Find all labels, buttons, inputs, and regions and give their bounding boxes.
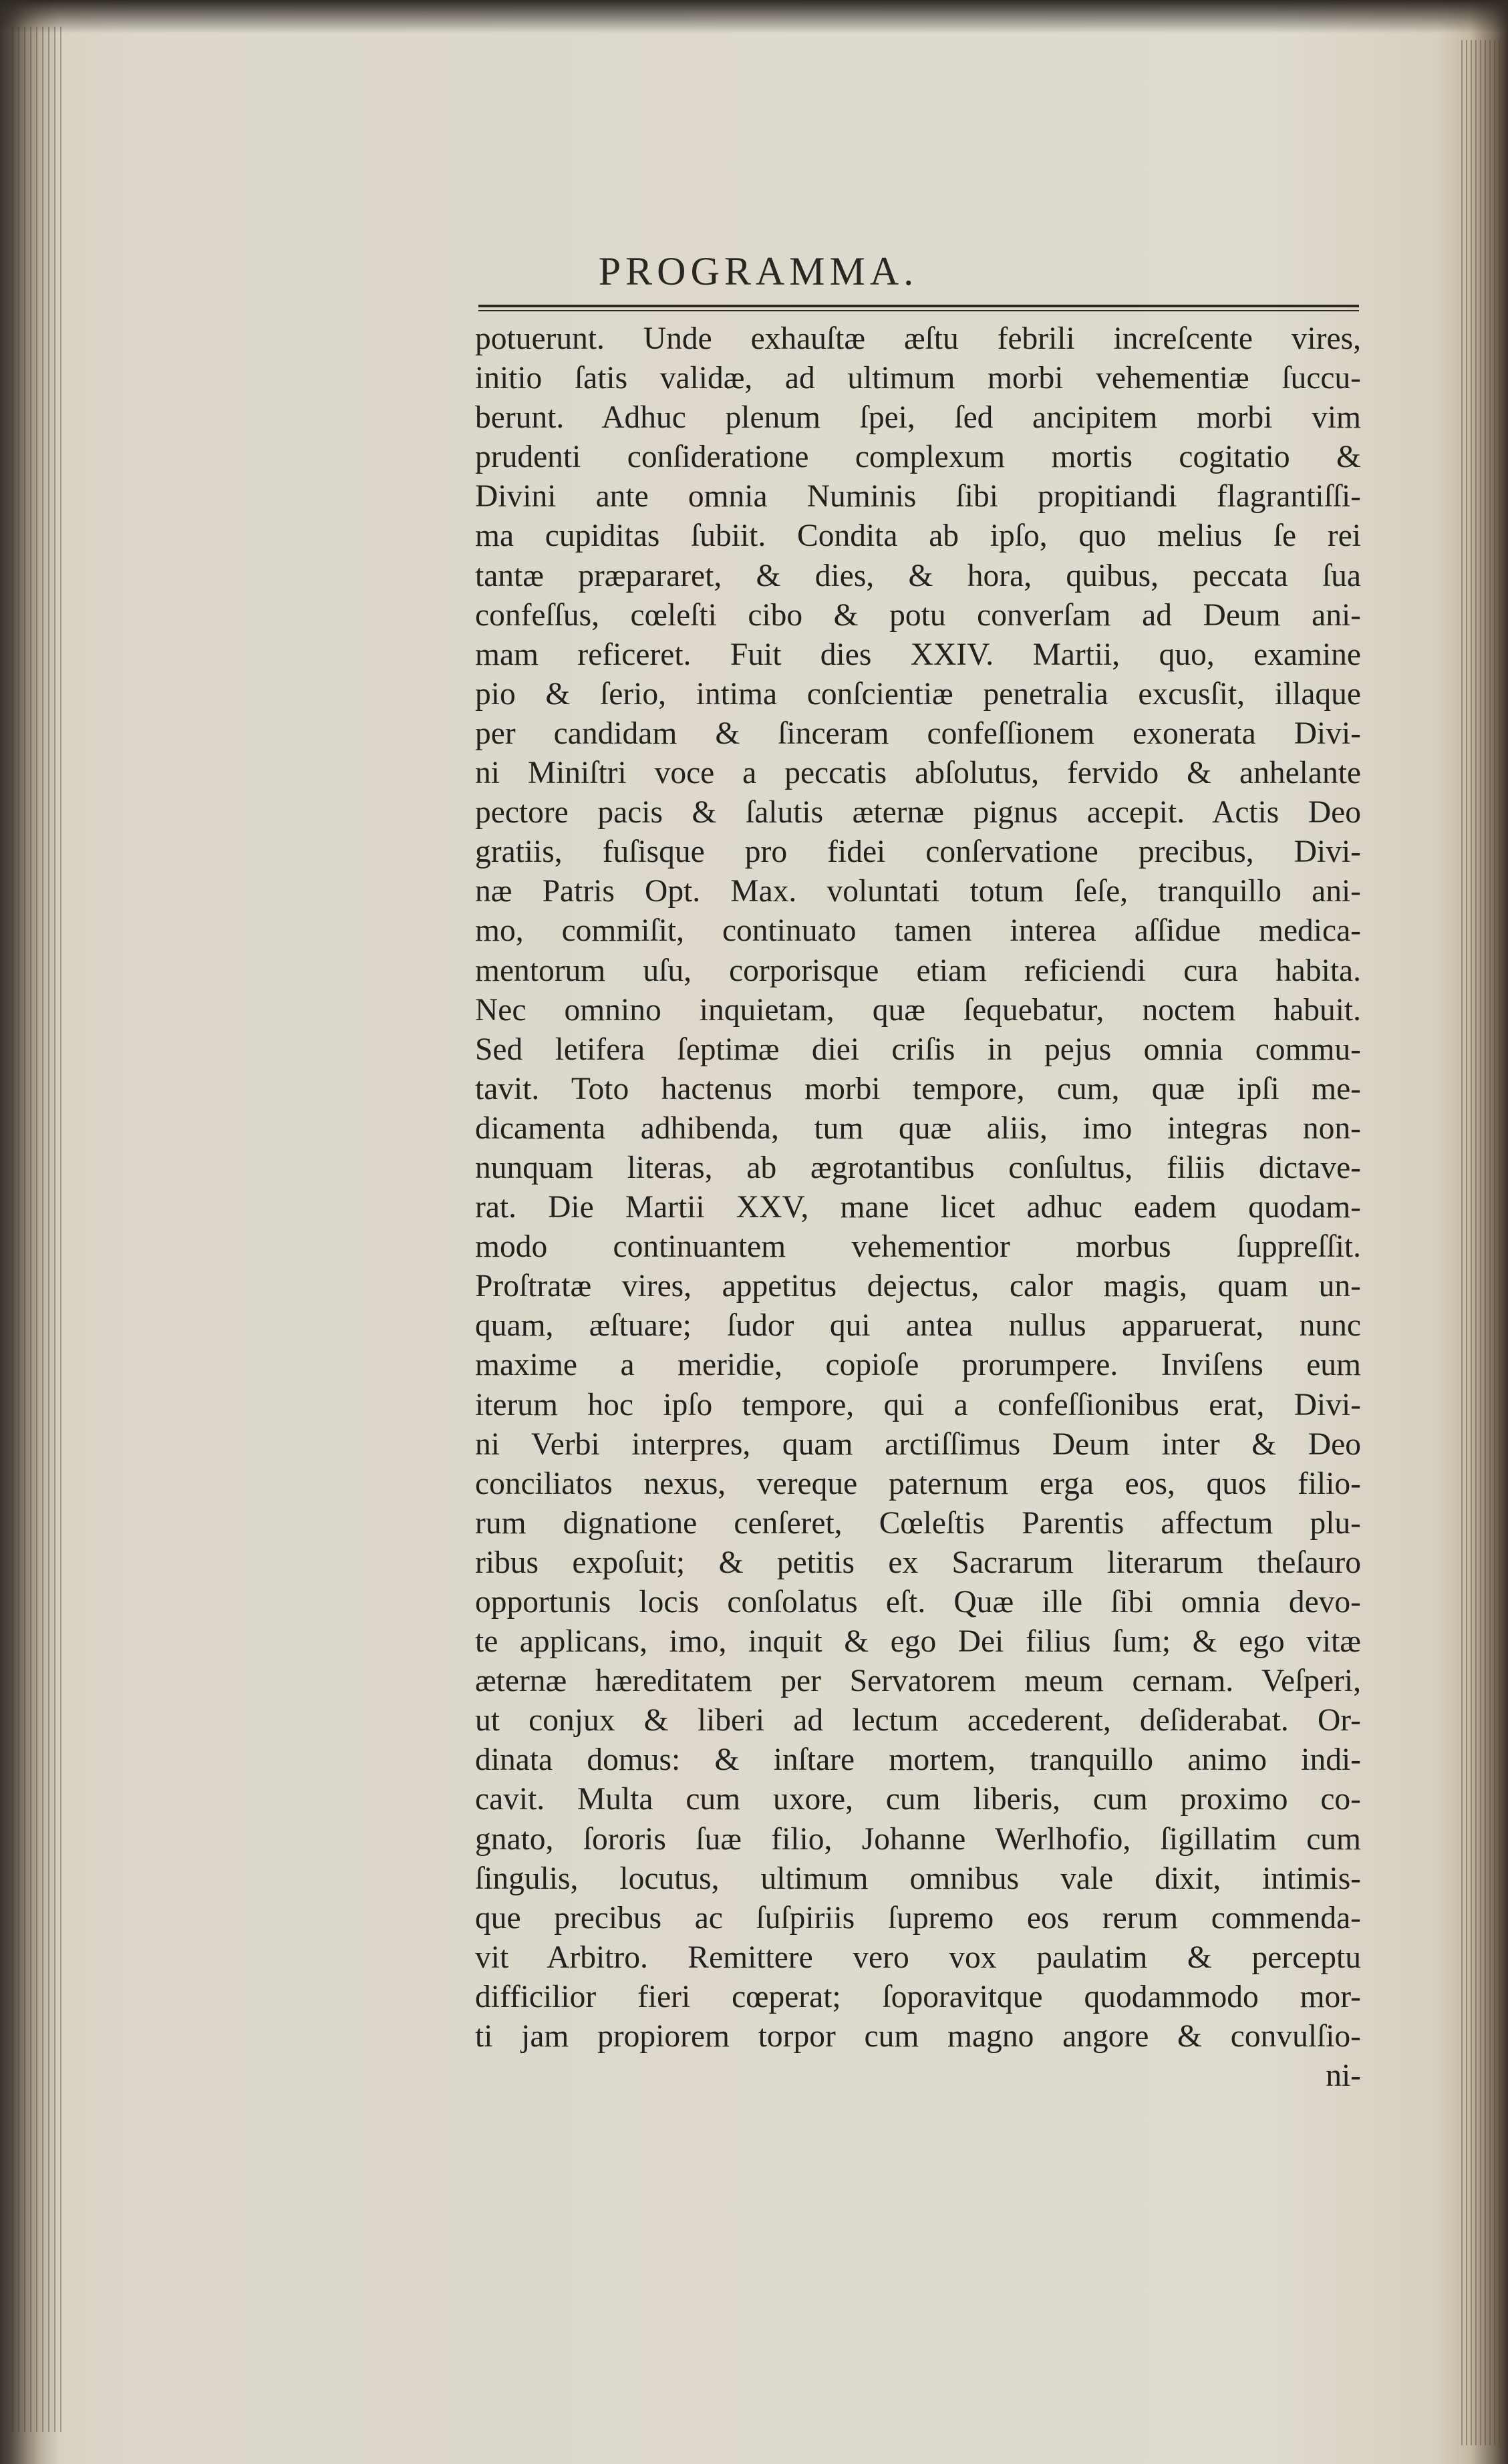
text-line: pectore pacis & ſalutis æternæ pignus accepit. Actis Deo — [475, 795, 1361, 830]
text-line: Nec omnino inquietam, quæ ſequebatur, noctem habuit. — [475, 992, 1361, 1028]
text-line: Proſtratæ vires, appetitus dejectus, calor magis, quam un- — [475, 1269, 1361, 1304]
text-line: nunquam literas, ab ægrotantibus conſultus, filiis dictave- — [475, 1150, 1361, 1185]
text-line: tavit. Toto hactenus morbi tempore, cum, quæ ipſi me- — [475, 1071, 1361, 1106]
text-line: ut conjux & liberi ad lectum accederent, deſiderabat. Or- — [475, 1703, 1361, 1738]
text-line: que precibus ac ſuſpiriis ſupremo eos rerum commenda- — [475, 1900, 1361, 1936]
text-line: gratiis, fuſisque pro fidei conſervatione precibus, Divi- — [475, 834, 1361, 870]
text-line: cavit. Multa cum uxore, cum liberis, cum proximo co- — [475, 1782, 1361, 1817]
text-line: mam reficeret. Fuit dies XXIV. Martii, quo, examine — [475, 637, 1361, 672]
text-line: tantæ præpararet, & dies, & hora, quibus, peccata ſua — [475, 558, 1361, 593]
text-line: Divini ante omnia Numinis ſibi propitiandi flagrantiſſi- — [475, 479, 1361, 514]
text-line: initio ſatis validæ, ad ultimum morbi vehementiæ ſuccu- — [475, 361, 1361, 396]
text-line: opportunis locis conſolatus eſt. Quæ ille ſibi omnia devo- — [475, 1585, 1361, 1620]
text-line: æternæ hæreditatem per Servatorem meum cernam. Veſperi, — [475, 1664, 1361, 1699]
text-line: rat. Die Martii XXV, mane licet adhuc eadem quodam- — [475, 1190, 1361, 1225]
text-line: prudenti conſideratione complexum mortis cogitatio & — [475, 440, 1361, 475]
text-line: ni Verbi interpres, quam arctiſſimus Deum inter & Deo — [475, 1426, 1361, 1462]
text-line: gnato, ſororis ſuæ filio, Johanne Werlhofio, ſigillatim cum — [475, 1821, 1361, 1857]
text-line: Sed letifera ſeptimæ diei criſis in pejus omnia commu- — [475, 1032, 1361, 1067]
text-line: ribus expoſuit; & petitis ex Sacrarum literarum theſauro — [475, 1545, 1361, 1580]
text-line: ſingulis, locutus, ultimum omnibus vale dixit, intimis- — [475, 1861, 1361, 1896]
text-line: difficilior fieri cœperat; ſoporavitque quodammodo mor- — [475, 1979, 1361, 2014]
body-text — [475, 319, 1361, 2096]
text-line: dinata domus: & inſtare mortem, tranquillo animo indi- — [475, 1742, 1361, 1778]
text-line: næ Patris Opt. Max. voluntati totum ſeſe, tranquillo ani- — [475, 874, 1361, 909]
text-line: vit Arbitro. Remittere vero vox paulatim & perceptu — [475, 1940, 1361, 1975]
text-line: berunt. Adhuc plenum ſpei, ſed ancipitem morbi vim — [475, 400, 1361, 436]
text-line: confeſſus, cœleſti cibo & potu converſam ad Deum ani- — [475, 597, 1361, 633]
text-line: potuerunt. Unde exhauſtæ æſtu febrili increſcente vires, — [475, 321, 1361, 356]
running-header: PROGRAMMA. — [598, 249, 919, 293]
text-line: mo, commiſit, continuato tamen interea aſſidue medica- — [475, 913, 1361, 949]
text-line: rum dignatione cenſeret, Cœleſtis Parentis affectum plu- — [475, 1505, 1361, 1541]
text-line: pio & ſerio, intima conſcientiæ penetralia excusſit, illaque — [475, 676, 1361, 712]
text-line: te applicans, imo, inquit & ego Dei filius ſum; & ego vitæ — [475, 1624, 1361, 1660]
text-line: per candidam & ſinceram confeſſionem exonerata Divi- — [475, 716, 1361, 751]
text-line: ma cupiditas ſubiit. Condita ab ipſo, quo melius ſe rei — [475, 518, 1361, 554]
text-line: quam, æſtuare; ſudor qui antea nullus apparuerat, nunc — [475, 1308, 1361, 1344]
text-line: dicamenta adhibenda, tum quæ aliis, imo integras non- — [475, 1110, 1361, 1146]
text-line: modo continuantem vehementior morbus ſuppreſſit. — [475, 1229, 1361, 1265]
header-rule — [478, 305, 1359, 311]
text-line: conciliatos nexus, vereque paternum erga eos, quos filio- — [475, 1466, 1361, 1501]
catchword: ni- — [1326, 2058, 1361, 2094]
text-line: iterum hoc ipſo tempore, qui a confeſſionibus erat, Divi- — [475, 1387, 1361, 1422]
text-line: ni Miniſtri voce a peccatis abſolutus, fervido & anhelante — [475, 756, 1361, 791]
text-line: maxime a meridie, copioſe prorumpere. Inviſens eum — [475, 1348, 1361, 1383]
text-line: ti jam propiorem torpor cum magno angore & convulſio- — [475, 2019, 1361, 2054]
text-line: mentorum uſu, corporisque etiam reficiendi cura habita. — [475, 953, 1361, 988]
